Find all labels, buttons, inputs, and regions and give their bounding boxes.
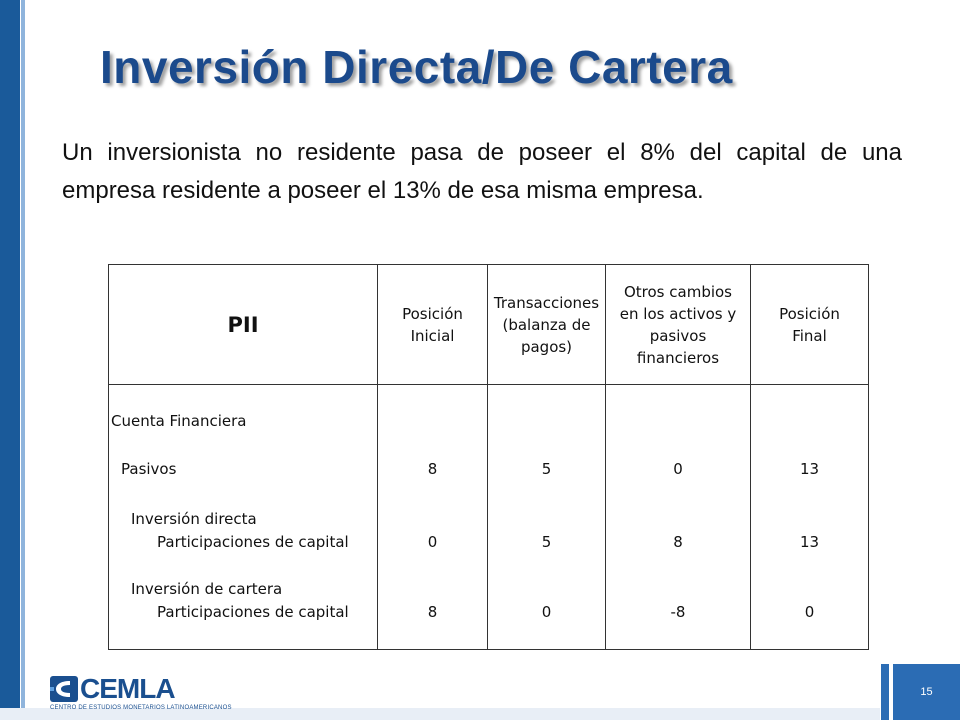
value-cell: 13	[799, 533, 820, 551]
header-line: Final	[792, 326, 827, 345]
header-line: (balanza de	[502, 315, 591, 334]
value-cell: 0	[541, 603, 552, 621]
table-header-row	[109, 265, 869, 385]
table-body-row	[109, 385, 869, 650]
header-line: Posición	[402, 304, 463, 323]
row-label-inversion-cartera: Inversión de cartera	[131, 580, 283, 598]
slide-title: Inversión Directa/De Cartera	[100, 41, 733, 93]
value-cell: 8	[427, 460, 438, 478]
header-line: pasivos	[649, 326, 707, 345]
header-line: en los activos y	[619, 304, 737, 323]
cemla-logo	[50, 673, 232, 716]
header-otros-cambios	[606, 265, 751, 385]
col-transacciones-values	[488, 385, 606, 650]
slide-number: 15	[920, 686, 933, 698]
pii-table	[108, 264, 869, 650]
logo-wordmark: CEMLA	[80, 673, 175, 704]
value-cell: -8	[670, 603, 686, 621]
value-cell: 5	[541, 460, 552, 478]
header-line: financieros	[636, 348, 720, 367]
col-otros-cambios-values	[606, 385, 751, 650]
header-line: Inicial	[410, 326, 455, 345]
header-line: Otros cambios	[623, 282, 733, 301]
value-cell: 8	[427, 603, 438, 621]
slide-number-box	[893, 664, 960, 720]
intro-paragraph: Un inversionista no residente pasa de poseer el 8% del capital de una empresa residente a poseer el 13% de esa misma empresa.	[62, 139, 902, 204]
header-line: Transacciones	[493, 293, 600, 312]
header-line: pagos)	[520, 337, 573, 356]
col-posicion-final-values	[751, 385, 869, 650]
header-posicion-inicial	[378, 265, 488, 385]
logo-subtitle: CENTRO DE ESTUDIOS MONETARIOS LATINOAMERICANOS	[50, 705, 232, 711]
left-accent-bar	[0, 0, 20, 720]
row-label-inversion-directa: Inversión directa	[131, 510, 257, 528]
value-cell: 0	[673, 460, 683, 478]
left-accent-stripe	[21, 0, 25, 720]
row-label-participaciones-cartera: Participaciones de capital	[157, 603, 349, 621]
col-posicion-inicial-values	[378, 385, 488, 650]
header-transacciones	[488, 265, 606, 385]
value-cell: 0	[804, 603, 815, 621]
slide-number-separator	[881, 664, 889, 720]
cemla-logo-icon	[50, 676, 78, 702]
value-cell: 8	[673, 533, 683, 551]
row-label-cuenta-financiera: Cuenta Financiera	[111, 412, 247, 430]
row-label-participaciones-directa: Participaciones de capital	[157, 533, 349, 551]
row-labels-cell	[109, 385, 378, 650]
row-label-pasivos: Pasivos	[121, 460, 177, 478]
value-cell: 5	[541, 533, 552, 551]
header-line: Posición	[779, 304, 840, 323]
value-cell: 0	[427, 533, 438, 551]
header-posicion-final	[751, 265, 869, 385]
value-cell: 13	[799, 460, 820, 478]
pii-header: PII	[109, 265, 378, 385]
